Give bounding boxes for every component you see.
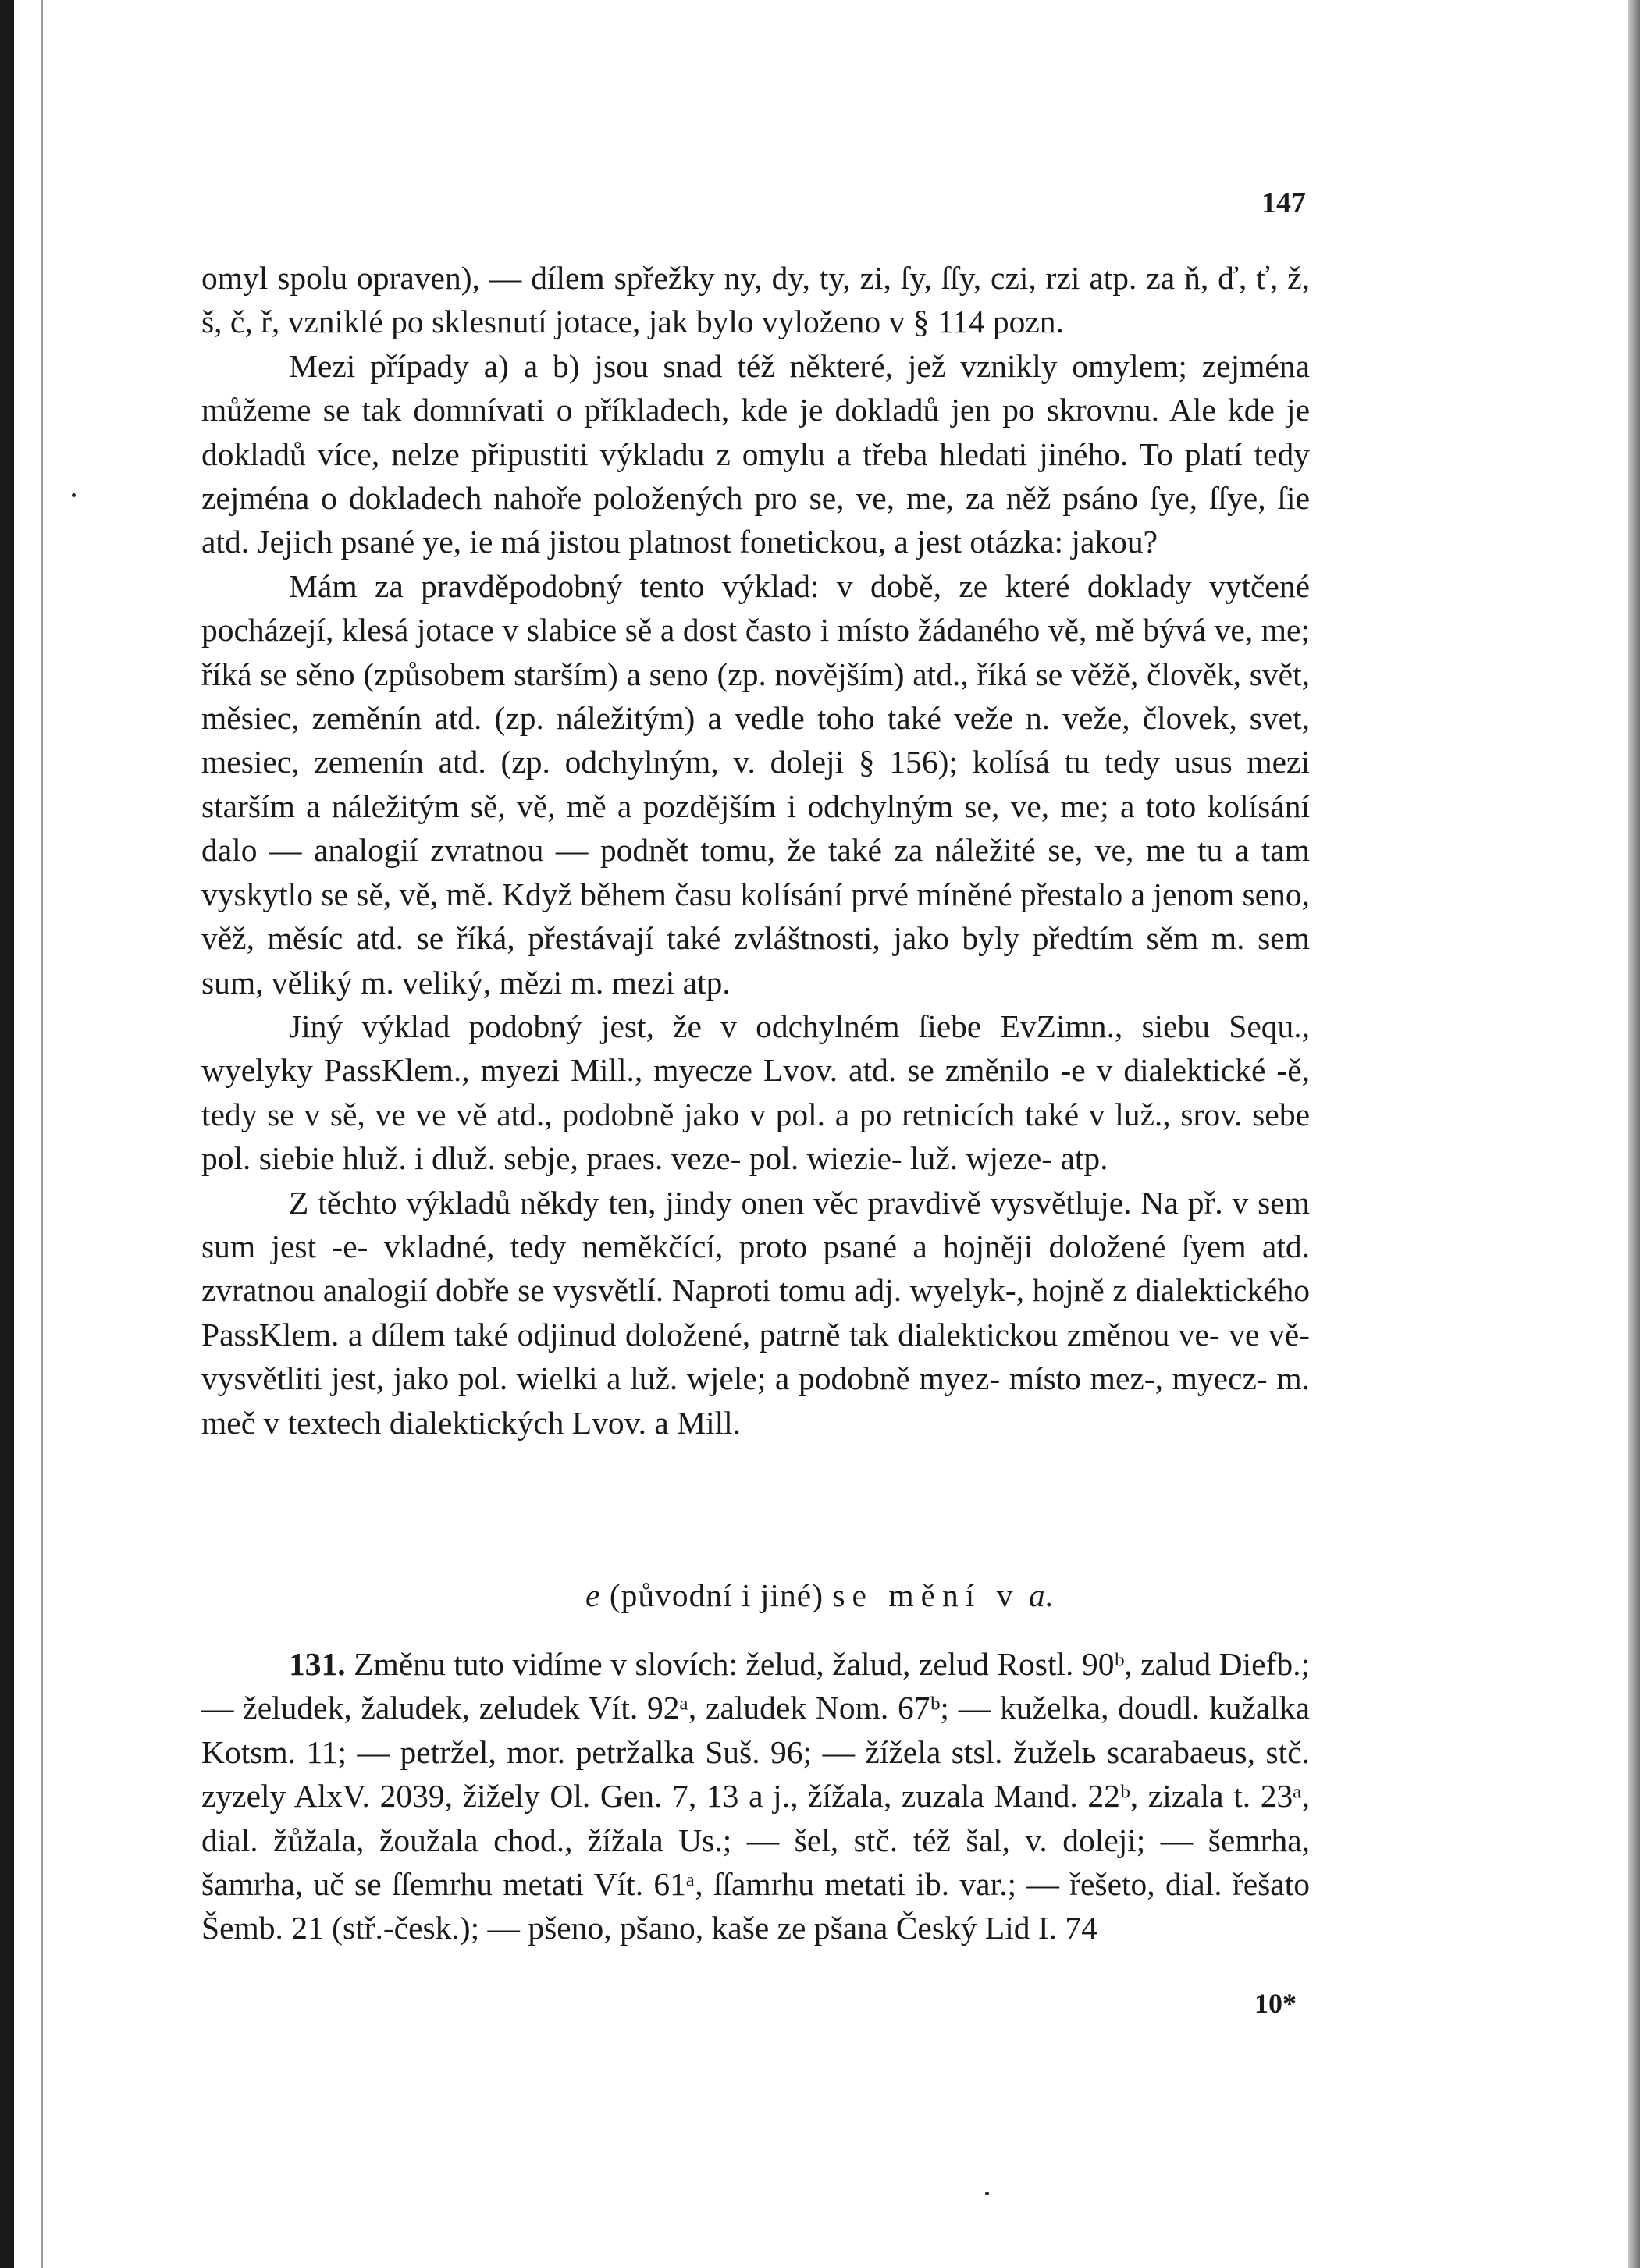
heading-letter-a: a. (1028, 1577, 1055, 1613)
paragraph-1: omyl spolu opraven), — dílem spřežky ny, dy, ty, zi, ſy, ſſy, czi, rzi atp. za ň, ď, ť, ž, š, č, ř, vzniklé po sklesnutí jotace, jak bylo vyloženo v § 114 pozn. (201, 260, 1310, 340)
section-131 (201, 1642, 1310, 1950)
scan-gutter-left (0, 0, 14, 2268)
heading-parenthetical: (původní i jiné) (609, 1577, 824, 1613)
section-heading (0, 1577, 1640, 1614)
scan-speck (985, 2192, 989, 2195)
body-text (201, 256, 1310, 1445)
scan-binding-line (41, 0, 43, 2268)
paragraph-5: Z těchto výkladů někdy ten, jindy onen věc pravdivě vysvětluje. Na př. v sem sum jest -e- vkladné, tedy neměkčící, proto psané a hojněji doložené ſyem atd. zvratnou analogií dobře se vysvětlí. Naproti tomu adj. wyelyk-, hojně z dialektického PassKlem. a dílem také odjinud doložené, patrně tak dialektickou změnou ve- ve vě- vysvětliti jest, jako pol. wielki a luž. wjele; a podobně myez- místo mez-, myecz- m. meč v textech dialektických Lvov. a Mill. (201, 1184, 1310, 1441)
scan-edge-right (1628, 0, 1640, 2268)
heading-spaced-text: se mění v (832, 1577, 1020, 1613)
section-131-text: Změnu tuto vidíme v slovích: želud, žalud, zelud Rostl. 90ᵇ, zalud Diefb.; — želudek, žaludek, zeludek Vít. 92ᵃ, zaludek Nom. 67ᵇ; — kuželka, doudl. kužalka Kotsm. 11; — petržel, mor. petržalka Suš. 96; — žížela stsl. žuželь scarabaeus, stč. zyzely AlxV. 2039, žižely Ol. Gen. 7, 13 a j., žížala, zuzala Mand. 22ᵇ, zizala t. 23ᵃ, dial. žůžala, žoužala chod., žížala Us.; — šel, stč. též šal, v. doleji; — šemrha, šamrha, uč se ſſemrhu metati Vít. 61ᵃ, ſſamrhu metati ib. var.; — řešeto, dial. řešato Šemb. 21 (stř.-česk.); — pšeno, pšano, kaše ze pšana Český Lid I. 74 (201, 1646, 1311, 1946)
section-number: 131. (289, 1646, 346, 1682)
paragraph-3: Mám za pravděpodobný tento výklad: v době, ze které doklady vytčené pocházejí, klesá jotace v slabice sě a dost často i místo žádaného vě, mě bývá ve, me; říká se sěno (způsobem starším) a seno (zp. novějším) atd., říká se věžě, člověk, svět, měsiec, zeměnín atd. (zp. náležitým) a vedle toho také veže n. veže, človek, svet, mesiec, zemenín atd. (zp. odchylným, v. doleji § 156); kolísá tu tedy usus mezi starším a náležitým sě, vě, mě a pozdějším i odchylným se, ve, me; a toto kolísání dalo — analogií zvratnou — podnět tomu, že také za náležité se, ve, me tu a tam vyskytlo se sě, vě, mě. Když během času kolísání prvé míněné přestalo a jenom seno, věž, měsíc atd. se říká, přestávají také zvláštnosti, jako byly předtím sěm m. sem sum, věliký m. veliký, mězi m. mezi atp. (201, 567, 1310, 1001)
heading-letter-e: e (585, 1577, 601, 1613)
section-131-paragraph (201, 1642, 1310, 1950)
paragraph-2: Mezi případy a) a b) jsou snad též některé, jež vznikly omylem; zejména můžeme se tak domnívati o příkladech, kde je dokladů jen po skrovnu. Ale kde je dokladů více, nelze připustiti výkladu z omylu a třeba hledati jiného. To platí tedy zejména o dokladech nahoře položených pro se, ve, me, za něž psáno ſye, ſſye, ſie atd. Jejich psané ye, ie má jistou platnost fonetickou, a jest otázka: jakou? (201, 347, 1310, 560)
scan-speck (72, 493, 76, 497)
paragraph-4: Jiný výklad podobný jest, že v odchylném ſiebe EvZimn., siebu Sequ., wyelyky PassKlem., myezi Mill., myecze Lvov. atd. se změnilo -e v dialektické -ě, tedy se v sě, ve ve vě atd., podobně jako v pol. a po retnicích také v luž., srov. sebe pol. siebie hluž. i dluž. sebje, praes. veze- pol. wiezie- luž. wjeze- atp. (201, 1008, 1310, 1177)
page-number: 147 (1261, 187, 1306, 219)
printer-signature: 10* (1254, 1988, 1297, 2019)
